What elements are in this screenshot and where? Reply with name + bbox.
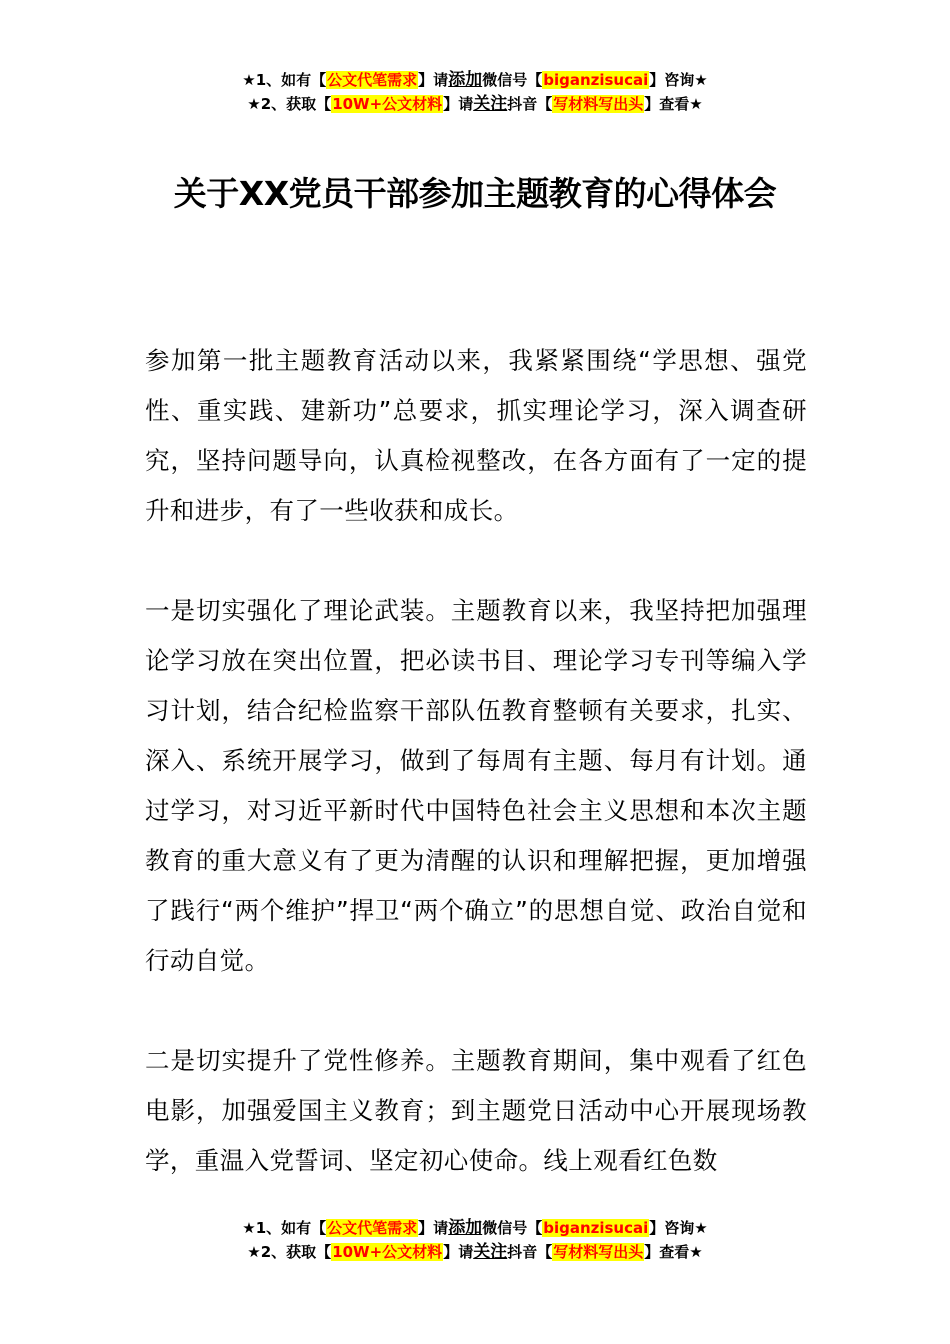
notice-text: 】查看★ (644, 95, 703, 113)
notice-text: 】请 (418, 1219, 449, 1237)
highlight-materials: 10W+公文材料 (332, 1243, 443, 1261)
highlight-douyin-id: 写材料写出头 (553, 95, 644, 113)
notice-text: 微信号【 (482, 71, 543, 89)
emphasis-text: 添加 (448, 1218, 483, 1238)
notice-text: ★2、获取【 (247, 1243, 332, 1261)
notice-line-1 (0, 1216, 950, 1240)
footer-notice (0, 1216, 950, 1264)
emphasis-text: 关注 (473, 1242, 508, 1262)
paragraph-theory: 一是切实强化了理论武装。主题教育以来，我坚持把加强理论学习放在突出位置，把必读书目、理论学习专刊等编入学习计划，结合纪检监察干部队伍教育整顿有关要求，扎实、深入、系统开展学习，做到了每周有主题、每月有计划。通过学习，对习近平新时代中国特色社会主义思想和本次主题教育的重大意义有了更为清醒的认识和理解把握，更加增强了践行“两个维护”捍卫“两个确立”的思想自觉、政治自觉和行动自觉。 (145, 596, 807, 975)
notice-text: 】查看★ (644, 1243, 703, 1261)
highlight-materials: 10W+公文材料 (332, 95, 443, 113)
emphasis-text: 关注 (473, 94, 508, 114)
notice-line-2 (0, 1240, 950, 1264)
paragraph-party-spirit: 二是切实提升了党性修养。主题教育期间，集中观看了红色电影，加强爱国主义教育；到主题党日活动中心开展现场教学，重温入党誓词、坚定初心使命。线上观看红色数 (145, 1046, 807, 1175)
notice-text: 抖音【 (507, 1243, 553, 1261)
notice-text: ★1、如有【 (242, 1219, 327, 1237)
notice-text: 】请 (418, 71, 449, 89)
notice-line-1 (0, 68, 950, 92)
notice-text: 抖音【 (507, 95, 553, 113)
highlight-wechat-id: biganzisucai (543, 1219, 649, 1237)
notice-text: 】咨询★ (649, 71, 708, 89)
paragraph-intro: 参加第一批主题教育活动以来，我紧紧围绕“学思想、强党性、重实践、建新功”总要求，抓实理论学习，深入调查研究，坚持问题导向，认真检视整改，在各方面有了一定的提升和进步，有了一些收获和成长。 (145, 346, 807, 525)
header-notice (0, 68, 950, 116)
notice-text: 】咨询★ (649, 1219, 708, 1237)
emphasis-text: 添加 (448, 70, 483, 90)
highlight-service: 公文代笔需求 (327, 1219, 418, 1237)
notice-text: 微信号【 (482, 1219, 543, 1237)
notice-text: ★1、如有【 (242, 71, 327, 89)
highlight-wechat-id: biganzisucai (543, 71, 649, 89)
highlight-douyin-id: 写材料写出头 (553, 1243, 644, 1261)
notice-text: 】请 (443, 1243, 474, 1261)
highlight-service: 公文代笔需求 (327, 71, 418, 89)
notice-text: 】请 (443, 95, 474, 113)
document-body (145, 336, 807, 1236)
document-title: 关于XX党员干部参加主题教育的心得体会 (173, 174, 777, 214)
notice-line-2 (0, 92, 950, 116)
notice-text: ★2、获取【 (247, 95, 332, 113)
